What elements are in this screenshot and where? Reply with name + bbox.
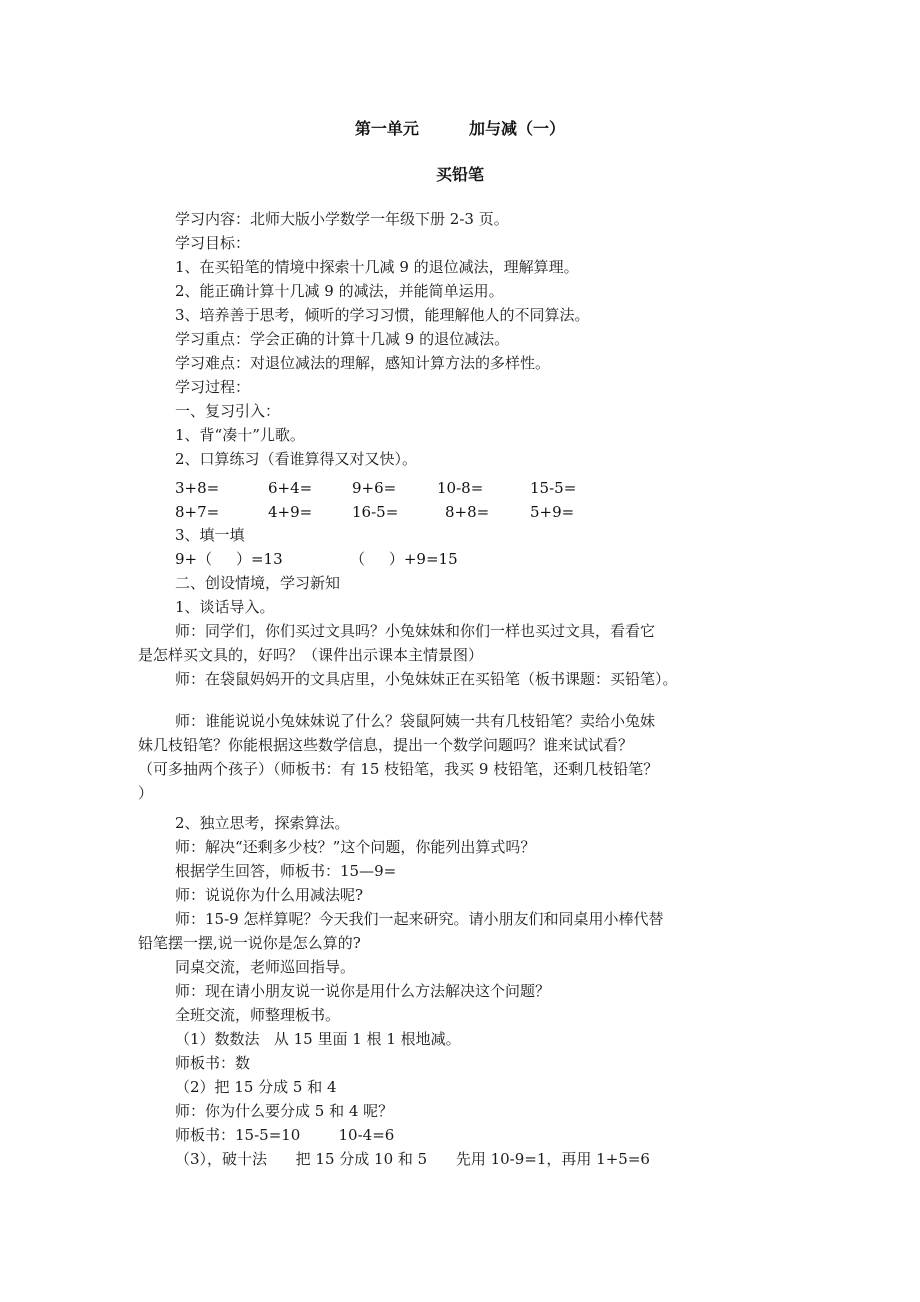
section-heading: 二、创设情境，学习新知	[175, 574, 341, 592]
calc-cell: 3+8=	[175, 479, 220, 497]
paragraph-line: 师：同学们，你们买过文具吗？小兔妹妹和你们一样也买过文具，看看它	[175, 622, 656, 640]
difficulty: 学习难点：对退位减法的理解，感知计算方法的多样性。	[175, 354, 551, 372]
unit-title: 第一单元 加与减（一）	[354, 119, 566, 138]
goals-label: 学习目标：	[175, 234, 251, 252]
paragraph-line: 师：谁能说说小兔妹妹说了什么？袋鼠阿姨一共有几枝铅笔？卖给小兔妹	[175, 712, 656, 730]
method-item: （2）把 15 分成 5 和 4	[175, 1078, 337, 1096]
paragraph-line: 铅笔摆一摆,说一说你是怎么算的?	[138, 934, 361, 952]
calc-cell: 16-5=	[352, 503, 399, 521]
list-item: 1、背“凑十”儿歌。	[175, 426, 305, 444]
calc-cell: 15-5=	[530, 479, 577, 497]
calc-cell: 4+9=	[268, 503, 313, 521]
sub-heading: 2、独立思考，探索算法。	[175, 814, 350, 832]
method-item: （3），破十法 把 15 分成 10 和 5 先用 10-9=1，再用 1+5=6	[175, 1150, 650, 1168]
sub-heading: 1、谈话导入。	[175, 598, 275, 616]
calc-cell: 9+6=	[352, 479, 397, 497]
paragraph-line: 师：解决“还剩多少枝？”这个问题，你能列出算式吗？	[175, 838, 536, 856]
calc-cell: 6+4=	[268, 479, 313, 497]
goal-item: 2、能正确计算十几减 9 的减法，并能简单运用。	[175, 282, 504, 300]
calc-cell: 10-8=	[437, 479, 484, 497]
method-item: （1）数数法 从 15 里面 1 根 1 根地减。	[175, 1030, 461, 1048]
lesson-title: 买铅笔	[435, 165, 484, 184]
calc-cell: 8+8=	[445, 503, 490, 521]
board-note: 师板书：15-5=10 10-4=6	[175, 1126, 395, 1144]
paragraph-line: 师：现在请小朋友说一说你是用什么方法解决这个问题？	[175, 982, 551, 1000]
paragraph-line: 全班交流，师整理板书。	[175, 1006, 341, 1024]
learning-content: 学习内容：北师大版小学数学一年级下册 2-3 页。	[175, 210, 509, 228]
paragraph-line: 师：15-9 怎样算呢？今天我们一起来研究。请小朋友们和同桌用小棒代替	[175, 910, 664, 928]
paragraph-line: 师：说说你为什么用减法呢?	[175, 886, 364, 904]
process-label: 学习过程：	[175, 378, 251, 396]
list-item: 3、填一填	[175, 526, 245, 544]
board-note: 师板书：数	[175, 1054, 251, 1072]
paragraph-line: 根据学生回答，师板书：15—9=	[175, 862, 397, 880]
fill-blank-item: （ ）+9=15	[350, 550, 458, 568]
section-heading: 一、复习引入：	[175, 402, 281, 420]
paragraph-line: （可多抽两个孩子）（师板书：有 15 枝铅笔，我买 9 枝铅笔，还剩几枝铅笔？	[138, 760, 659, 778]
paragraph-line: ）	[138, 784, 154, 802]
key-point: 学习重点：学会正确的计算十几减 9 的退位减法。	[175, 330, 510, 348]
calc-cell: 5+9=	[530, 503, 575, 521]
paragraph-line: 是怎样买文具的，好吗？（课件出示课本主情景图）	[138, 646, 484, 664]
list-item: 2、口算练习（看谁算得又对又快）。	[175, 450, 418, 468]
paragraph-line: 同桌交流，老师巡回指导。	[175, 958, 356, 976]
paragraph-line: 师：在袋鼠妈妈开的文具店里，小兔妹妹正在买铅笔（板书课题：买铅笔）。	[175, 670, 678, 688]
goal-item: 1、在买铅笔的情境中探索十几减 9 的退位减法，理解算理。	[175, 258, 579, 276]
paragraph-line: 师：你为什么要分成 5 和 4 呢？	[175, 1102, 394, 1120]
calc-cell: 8+7=	[175, 503, 220, 521]
goal-item: 3、培养善于思考，倾听的学习习惯，能理解他人的不同算法。	[175, 306, 590, 324]
paragraph-line: 妹几枝铅笔？你能根据这些数学信息，提出一个数学问题吗？谁来试试看？	[138, 736, 634, 754]
fill-blank-item: 9+（ ）=13	[175, 550, 283, 568]
